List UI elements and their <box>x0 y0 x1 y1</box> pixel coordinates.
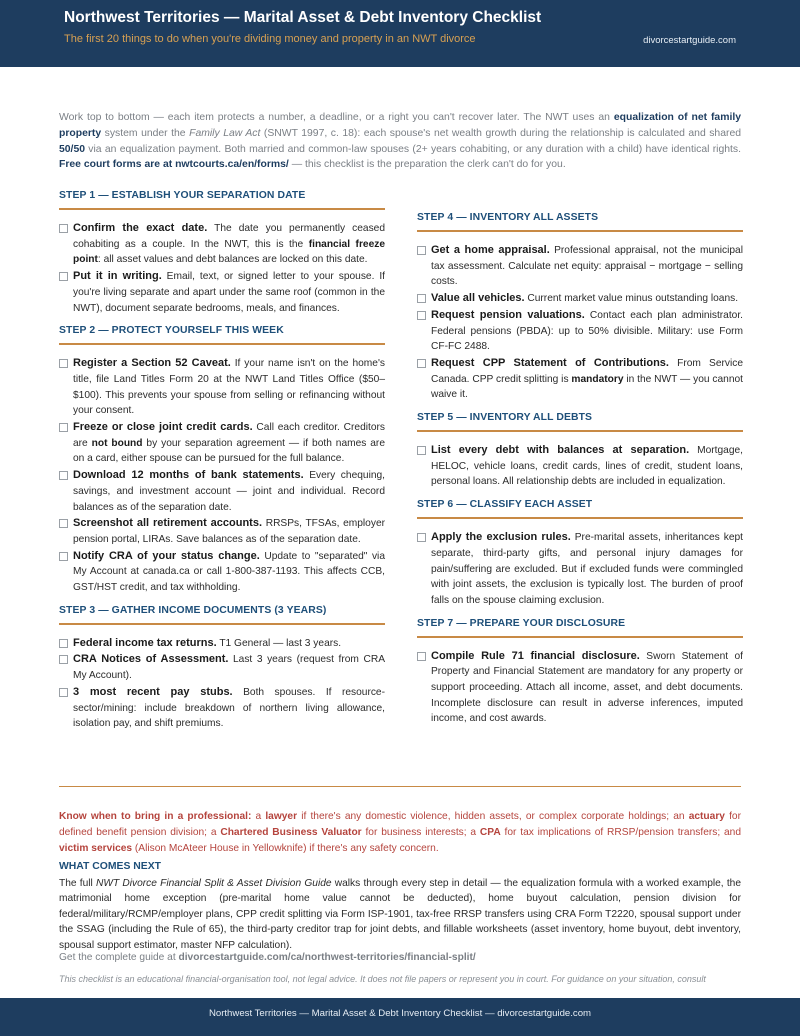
checkbox[interactable] <box>417 311 426 320</box>
checklist-item: Notify CRA of your status change. Update to "separated" via My Account at canada.ca or call 1-800-387-1193. This affects CCB, GST/HST credit, and tax withholding. <box>59 549 385 596</box>
checklist-item: 3 most recent pay stubs. Both spouses. If resource-sector/mining: include breakdown of northern living allowance, isolation pay, and shift premiums. <box>59 685 385 732</box>
step-1-heading: STEP 1 — ESTABLISH YOUR SEPARATION DATE <box>59 190 385 210</box>
checkbox[interactable] <box>59 471 68 480</box>
page-footer <box>0 998 800 1036</box>
what-comes-next-heading: WHAT COMES NEXT <box>59 861 161 872</box>
checkbox[interactable] <box>59 688 68 697</box>
checkbox[interactable] <box>417 446 426 455</box>
page-title: Northwest Territories — Marital Asset & Debt Inventory Checklist <box>64 9 542 26</box>
checklist-item: Get a home appraisal. Professional appraisal, not the municipal tax assessment. Calculate net equity: appraisal − mortgage − selling costs. <box>417 243 743 290</box>
checklist-item: CRA Notices of Assessment. Last 3 years (request from CRA My Account). <box>59 652 385 683</box>
step-4-heading: STEP 4 — INVENTORY ALL ASSETS <box>417 212 743 232</box>
court-forms-link[interactable]: Free court forms are at nwtcourts.ca/en/forms/ <box>59 159 289 171</box>
checkbox[interactable] <box>59 639 68 648</box>
checklist-item: Confirm the exact date. The date you permanently ceased cohabiting as a couple. In the NWT, this is the financial freeze point: all asset values and debt balances are locked on this date. <box>59 221 385 268</box>
checklist-item: Apply the exclusion rules. Pre-marital assets, inheritances kept separate, third-party gifts, and personal injury damages for pain/suffering are excluded. But if excluded funds were commingled with joint assets, the exclusion is typically lost. The burden of proof falls on the spouse claiming exclusion. <box>417 530 743 609</box>
checkbox[interactable] <box>59 655 68 664</box>
intro-paragraph: Work top to bottom — each item protects a number, a deadline, or a right you can't recover later. The NWT uses an equalization of net family property system under the Family Law Act (SNWT 1997, c. 18): each spouse's net wealth growth during the relationship is calculated and shared 50/50 via an equalization payment. Both married and common-law spouses (2+ years cohabiting, or any duration with a child) have identical rights. Free court forms are at nwtcourts.ca/en/forms/ — this checklist is the preparation the clerk can't do for you. <box>59 112 742 171</box>
professional-help-note: Know when to bring in a professional: a lawyer if there's any domestic violence, hidden assets, or complex corporate holdings; an actuary for defined benefit pension division; a Chartered Business Valuator for business interests; a CPA for tax implications of RRSP/pension transfers; and victim services (Alison McAteer House in Yellowknife) if there's any safety concern. <box>59 811 742 854</box>
guide-link[interactable]: divorcestartguide.com/ca/northwest-territories/financial-split/ <box>178 952 476 963</box>
page-subtitle: The first 20 things to do when you're dividing money and property in an NWT divorce <box>64 33 476 45</box>
left-column <box>59 190 385 733</box>
checklist-item: Request CPP Statement of Contributions. From Service Canada. CPP credit splitting is mandatory in the NWT — you cannot waive it. <box>417 356 743 403</box>
step-6-heading: STEP 6 — CLASSIFY EACH ASSET <box>417 499 743 519</box>
checklist-item: Register a Section 52 Caveat. If your name isn't on the home's title, file Land Titles Form 20 at the NWT Land Titles Office ($50–$100). This prevents your spouse from selling or refinancing without your consent. <box>59 356 385 419</box>
checkbox[interactable] <box>59 359 68 368</box>
checklist-item: Screenshot all retirement accounts. RRSPs, TFSAs, employer pension portal, LIRAs. Save balances as of the separation date. <box>59 516 385 547</box>
step-5-heading: STEP 5 — INVENTORY ALL DEBTS <box>417 412 743 432</box>
checklist-item: Compile Rule 71 financial disclosure. Sworn Statement of Property and Financial Statement are mandatory for any property or support proceeding. Attach all income, asset, and debt documents. Incomplete disclosure can result in adverse inferences, imputed income, and cost awards. <box>417 649 743 728</box>
page-header <box>0 0 800 67</box>
checklist-item: Request pension valuations. Contact each plan administrator. Federal pensions (PBDA): up to 50% divisible. Military: use Form CF-FC 2488. <box>417 308 743 355</box>
disclaimer: This checklist is an educational financial-organisation tool, not legal advice. It does not file papers or represent you in court. For guidance on your situation, consult <box>59 974 706 984</box>
checkbox[interactable] <box>59 224 68 233</box>
checkbox[interactable] <box>417 652 426 661</box>
checklist-item: List every debt with balances at separation. Mortgage, HELOC, vehicle loans, credit cards, lines of credit, student loans, personal loans. All relationship debts are included in equalization. <box>417 443 743 490</box>
checklist-item: Put it in writing. Email, text, or signed letter to your spouse. If you're living separate and apart under the same roof (common in the NWT), document separate bedrooms, meals, and finances. <box>59 269 385 316</box>
section-divider <box>59 786 741 787</box>
checkbox[interactable] <box>59 552 68 561</box>
checklist-item: Download 12 months of bank statements. Every chequing, savings, and investment account — joint and individual. Record balances as of the separation date. <box>59 468 385 515</box>
guide-line: Get the complete guide at divorcestartguide.com/ca/northwest-territories/financial-split/ <box>59 952 476 963</box>
checkbox[interactable] <box>59 272 68 281</box>
checkbox[interactable] <box>59 519 68 528</box>
step-2-heading: STEP 2 — PROTECT YOURSELF THIS WEEK <box>59 325 385 345</box>
right-column <box>417 190 743 728</box>
checkbox[interactable] <box>417 246 426 255</box>
checkbox[interactable] <box>417 533 426 542</box>
checklist-item: Federal income tax returns. T1 General — last 3 years. <box>59 636 385 652</box>
checklist-item: Freeze or close joint credit cards. Call each creditor. Creditors are not bound by your separation agreement — if both names are on a card, either spouse can be pursued for the full balance. <box>59 420 385 467</box>
checklist-item: Value all vehicles. Current market value minus outstanding loans. <box>417 291 743 307</box>
checkbox[interactable] <box>417 359 426 368</box>
what-comes-next-body: The full NWT Divorce Financial Split & Asset Division Guide walks through every step in detail — the equalization formula with a worked example, the matrimonial home exception (pre-marital home value cannot be deducted), home buyout calculation, pension division for federal/military/RCMP/employer plans, CPP credit splitting via Form ISP-1901, tax-free RRSP transfers using CRA Form T2220, spousal support under the SSAG (including the Rule of 65), the third-party creditor trap for joint debts, and fillable worksheets (asset inventory, home buyout, debt inventory, spousal support estimator, master NFP calculation). <box>59 878 741 951</box>
step-3-heading: STEP 3 — GATHER INCOME DOCUMENTS (3 YEARS) <box>59 605 385 625</box>
checkbox[interactable] <box>417 294 426 303</box>
step-7-heading: STEP 7 — PREPARE YOUR DISCLOSURE <box>417 618 743 638</box>
footer-text: Northwest Territories — Marital Asset & Debt Inventory Checklist — divorcestartguide.com <box>208 1008 592 1019</box>
checkbox[interactable] <box>59 423 68 432</box>
header-site-link[interactable]: divorcestartguide.com <box>643 35 736 46</box>
